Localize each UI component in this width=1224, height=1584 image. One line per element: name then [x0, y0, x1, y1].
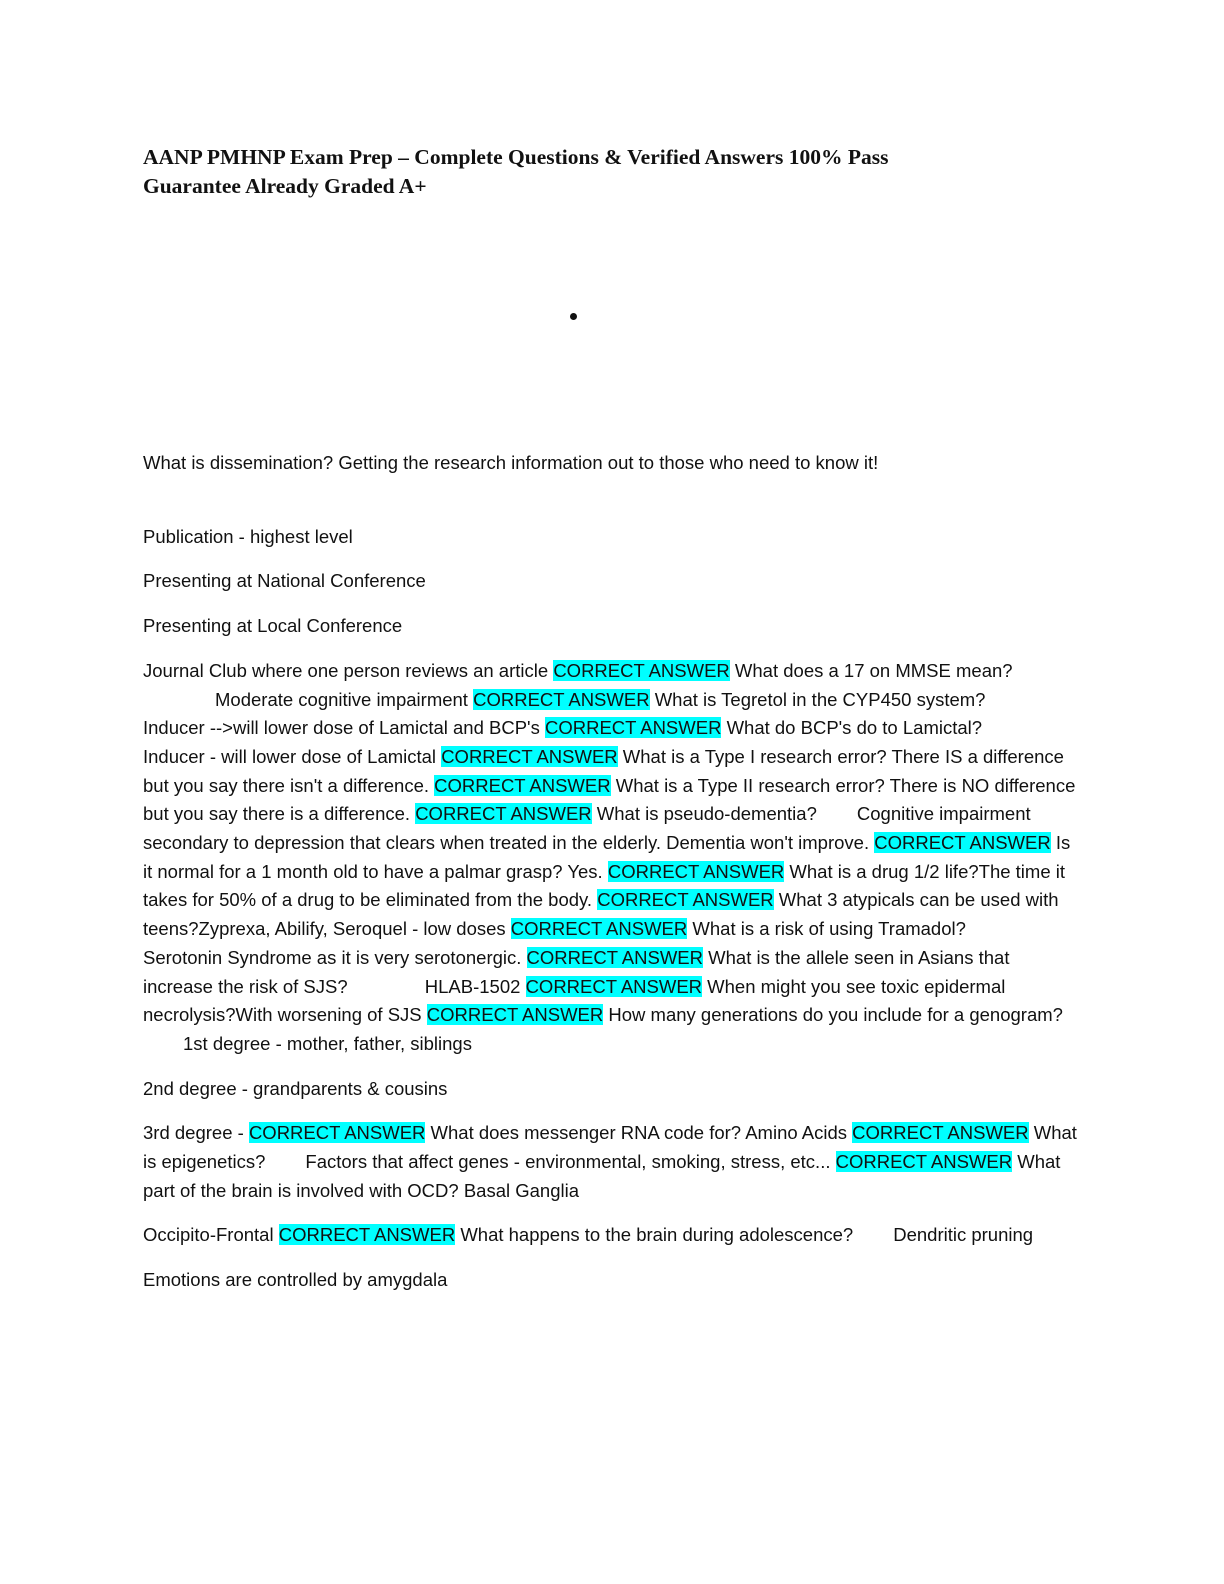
document-body	[143, 449, 1078, 1311]
qa-text: What is a Type I research error? There IS a difference but you say there isn't a difference.	[143, 745, 1064, 796]
second-degree-line: 2nd degree - grandparents & cousins	[143, 1077, 448, 1099]
correct-answer-highlight: CORRECT ANSWER	[553, 659, 730, 681]
correct-answer-highlight: CORRECT ANSWER	[415, 803, 592, 825]
correct-answer-highlight: CORRECT ANSWER	[426, 1004, 604, 1026]
qa-text: 1st degree - mother, father, siblings	[183, 1032, 472, 1054]
qa-text: 3rd degree -	[143, 1122, 249, 1144]
level-item: Publication - highest level	[143, 525, 353, 547]
qa-text: Cognitive impairment secondary to depression that clears when treated in the elderly. Dementia won't improve.	[143, 803, 1031, 854]
qa-text: What does a 17 on MMSE mean?	[729, 659, 1013, 681]
qa-text: Inducer -->will lower dose of Lamictal and BCP's	[143, 717, 545, 739]
qa-text: What does messenger RNA code for? Amino Acids	[425, 1122, 853, 1144]
qa-text: Serotonin Syndrome as it is very serotonergic.	[143, 946, 527, 968]
qa-text: What is pseudo-dementia?	[591, 803, 817, 825]
qa-text: How many generations do you include for a genogram?	[603, 1004, 1063, 1026]
correct-answer-highlight: CORRECT ANSWER	[278, 1224, 456, 1246]
qa-text: What is the allele seen in Asians that increase the risk of SJS?	[143, 946, 1010, 997]
qa-text: Occipito-Frontal	[143, 1224, 279, 1246]
correct-answer-highlight: CORRECT ANSWER	[852, 1122, 1029, 1144]
qa-text: What part of the brain is involved with OCD? Basal Ganglia	[143, 1151, 1061, 1201]
level-item: Presenting at Local Conference	[143, 615, 403, 637]
correct-answer-highlight: CORRECT ANSWER	[525, 975, 703, 997]
title-line-2: Guarantee Already Graded A+	[143, 174, 427, 198]
title-line-1: AANP PMHNP Exam Prep – Complete Questions & Verified Answers 100% Pass	[143, 145, 889, 169]
qa-text: Inducer - will lower dose of Lamictal	[143, 745, 442, 767]
correct-answer-highlight: CORRECT ANSWER	[434, 774, 611, 796]
correct-answer-highlight: CORRECT ANSWER	[607, 860, 785, 882]
bullet-dot-icon	[570, 313, 577, 320]
qa-paragraph-1	[143, 657, 1078, 1059]
correct-answer-highlight: CORRECT ANSWER	[597, 889, 774, 911]
correct-answer-highlight: CORRECT ANSWER	[473, 688, 650, 710]
intro-line: What is dissemination? Getting the research information out to those who need to know it!	[143, 452, 879, 473]
qa-text: What is a Type II research error? There is NO difference but you say there is a difference.	[143, 774, 1076, 825]
qa-text: What is a risk of using Tramadol?	[687, 918, 966, 940]
correct-answer-highlight: CORRECT ANSWER	[248, 1122, 426, 1144]
qa-text: What is a drug 1/2 life?The time it takes for 50% of a drug to be eliminated from the body.	[143, 860, 1066, 911]
qa-text: Factors that affect genes - environmental, smoking, stress, etc...	[305, 1151, 836, 1173]
qa-text: Is it normal for a 1 month old to have a palmar grasp? Yes.	[143, 832, 1071, 882]
correct-answer-highlight: CORRECT ANSWER	[544, 717, 722, 739]
qa-text: What happens to the brain during adolescence?	[455, 1224, 854, 1246]
qa-text: Journal Club where one person reviews an article	[143, 659, 554, 681]
qa-text: What 3 atypicals can be used with teens?Zyprexa, Abilify, Seroquel - low doses	[143, 889, 1059, 940]
correct-answer-highlight: CORRECT ANSWER	[835, 1151, 1013, 1173]
document-title	[143, 143, 1043, 201]
qa-text: Dendritic pruning	[893, 1224, 1034, 1246]
qa-text: HLAB-1502	[424, 975, 526, 997]
qa-paragraph-2	[143, 1119, 1078, 1205]
qa-paragraph-3	[143, 1221, 1078, 1250]
correct-answer-highlight: CORRECT ANSWER	[874, 832, 1051, 854]
level-item: Presenting at National Conference	[143, 570, 426, 592]
qa-text: When might you see toxic epidermal necrolysis?With worsening of SJS	[143, 975, 1006, 1026]
correct-answer-highlight: CORRECT ANSWER	[526, 946, 704, 968]
qa-text: What do BCP's do to Lamictal?	[721, 717, 983, 739]
qa-text: What is Tegretol in the CYP450 system?	[649, 688, 986, 710]
qa-text: Moderate cognitive impairment	[215, 688, 474, 710]
qa-text: What is epigenetics?	[143, 1122, 1077, 1173]
correct-answer-highlight: CORRECT ANSWER	[510, 918, 688, 940]
correct-answer-highlight: CORRECT ANSWER	[441, 745, 618, 767]
final-line: Emotions are controlled by amygdala	[143, 1269, 448, 1291]
